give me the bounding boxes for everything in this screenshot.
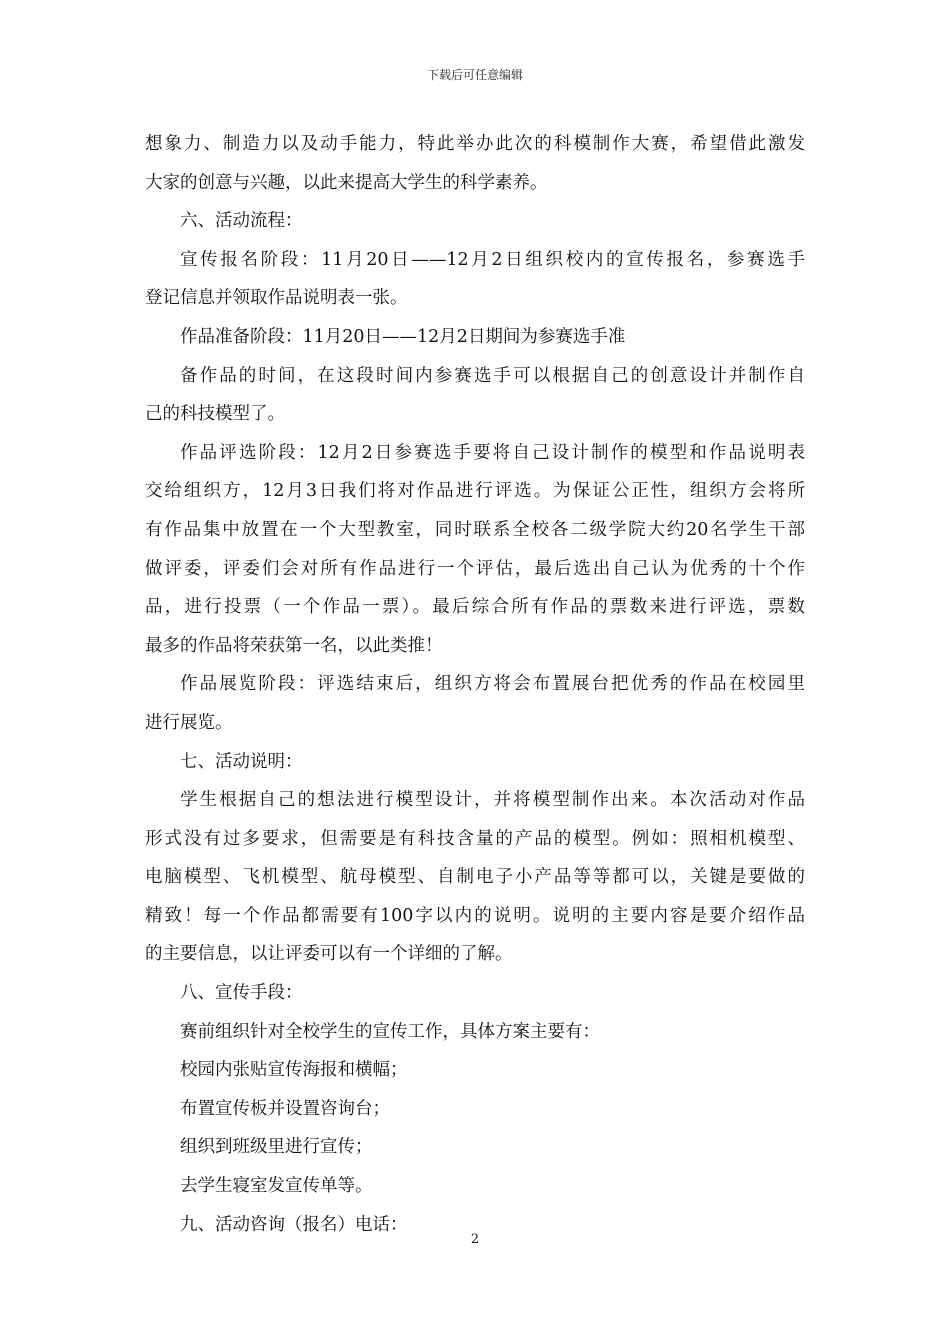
text-line: 登记信息并领取作品说明表一张。 — [145, 288, 408, 309]
text-line: 作品准备阶段：11月20日——12月2日期间为参赛选手准 — [180, 326, 626, 347]
text-line: 学生根据自己的想法进行模型设计，并将模型制作出来。本次活动对作品 — [180, 790, 805, 811]
page-header: 下载后可任意编辑 — [426, 68, 523, 82]
text-line: 六、活动流程： — [180, 211, 303, 232]
text-line: 进行展览。 — [145, 712, 233, 733]
text-line: 交给组织方，12月3日我们将对作品进行评选。为保证公正性，组织方会将所 — [145, 481, 805, 502]
text-line: 备作品的时间，在这段时间内参赛选手可以根据自己的创意设计并制作自 — [180, 365, 805, 386]
text-line: 九、活动咨询（报名）电话： — [180, 1214, 408, 1235]
text-line: 想象力、制造力以及动手能力，特此举办此次的科模制作大赛，希望借此激发 — [145, 134, 805, 154]
text-line: 宣传报名阶段：11月20日——12月2日组织校内的宣传报名，参赛选手 — [180, 249, 805, 270]
text-line: 大家的创意与兴趣，以此来提高大学生的科学素养。 — [145, 172, 548, 193]
text-line: 精致！每一个作品都需要有100字以内的说明。说明的主要内容是要介绍作品 — [145, 905, 805, 926]
document-body — [145, 125, 805, 1244]
text-line: 布置宣传板并设置咨询台； — [180, 1098, 390, 1119]
text-line: 己的科技模型了。 — [145, 404, 285, 425]
text-line: 电脑模型、飞机模型、航母模型、自制电子小产品等等都可以，关键是要做的 — [145, 867, 805, 888]
text-line: 做评委，评委们会对所有作品进行一个评估，最后选出自己认为优秀的十个作 — [145, 558, 805, 579]
text-line: 组织到班级里进行宣传； — [180, 1137, 373, 1158]
text-line: 最多的作品将荣获第一名，以此类推！ — [145, 635, 443, 656]
text-line: 八、宣传手段： — [180, 983, 303, 1004]
text-line: 赛前组织针对全校学生的宣传工作，具体方案主要有： — [180, 1021, 600, 1042]
text-line: 有作品集中放置在一个大型教室，同时联系全校各二级学院大约20名学生干部 — [145, 519, 805, 540]
text-line: 去学生寝室发宣传单等。 — [180, 1176, 373, 1197]
text-line: 形式没有过多要求，但需要是有科技含量的产品的模型。例如：照相机模型、 — [145, 828, 805, 849]
text-line: 的主要信息，以让评委可以有一个详细的了解。 — [145, 944, 513, 965]
text-line: 品，进行投票（一个作品一票）。最后综合所有作品的票数来进行评选，票数 — [145, 597, 805, 618]
text-line: 校园内张贴宣传海报和横幅； — [180, 1060, 408, 1081]
text-line: 七、活动说明： — [180, 751, 303, 772]
text-line: 作品评选阶段：12月2日参赛选手要将自己设计制作的模型和作品说明表 — [180, 442, 805, 463]
text-line: 作品展览阶段：评选结束后，组织方将会布置展台把优秀的作品在校园里 — [180, 674, 805, 695]
page-number: 2 — [470, 1232, 480, 1247]
